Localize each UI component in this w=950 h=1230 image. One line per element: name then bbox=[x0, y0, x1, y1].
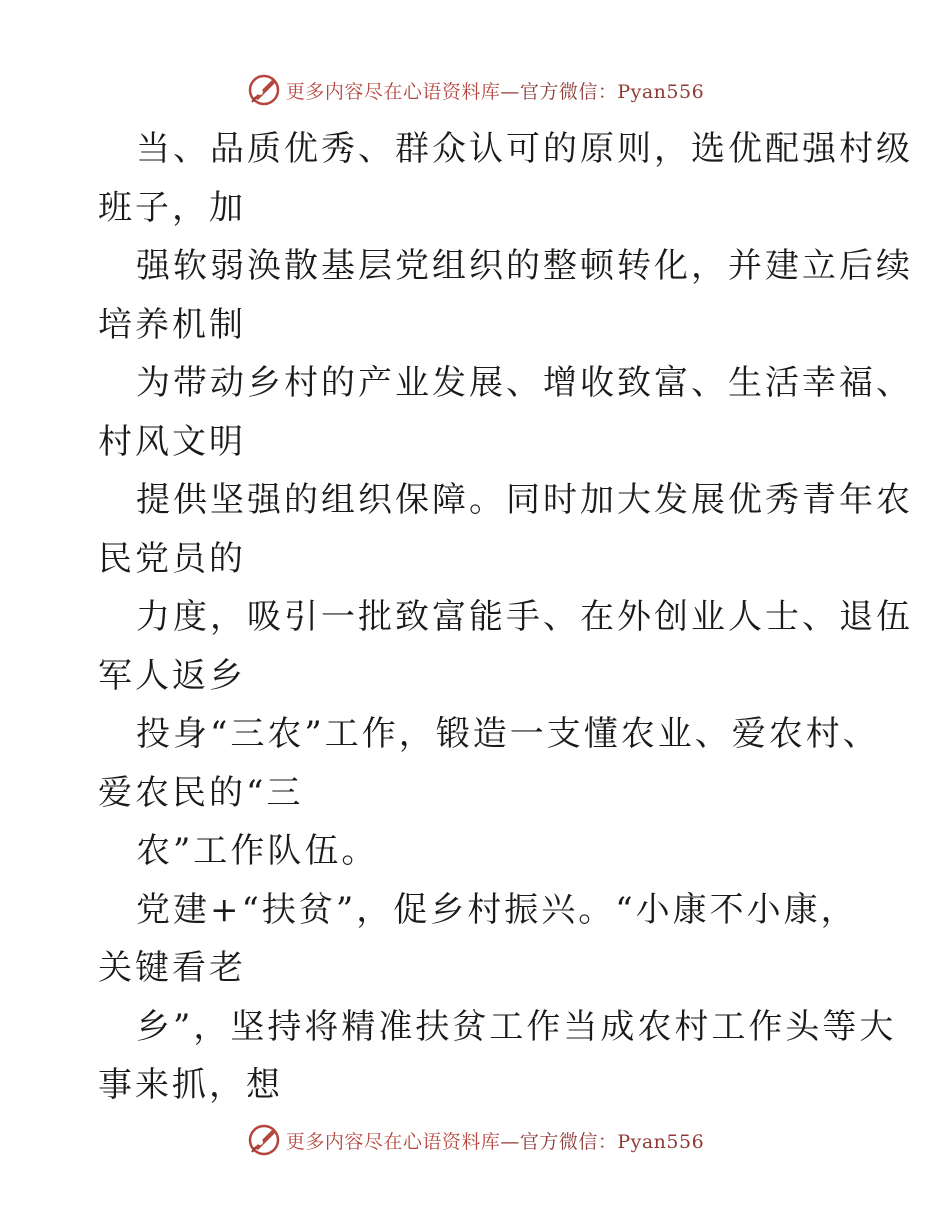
header-watermark bbox=[0, 70, 950, 110]
document-body bbox=[98, 120, 913, 1115]
text-line: 培养机制 bbox=[98, 304, 246, 345]
quill-pen-logo-icon bbox=[246, 1122, 282, 1158]
text-line: 事来抓，想 bbox=[98, 1065, 283, 1105]
watermark-main-text: 更多内容尽在心语资料库 bbox=[285, 80, 501, 103]
quill-pen-logo-icon bbox=[246, 72, 282, 108]
text-line: 党建+“扶贫”，促乡村振兴。“小康不小康， bbox=[136, 889, 858, 930]
text-line: 班子，加 bbox=[98, 187, 246, 228]
text-line: 军人返乡 bbox=[98, 655, 246, 696]
text-line: 乡”，坚持将精准扶贫工作当成农村工作头等大 bbox=[136, 1006, 897, 1047]
watermark-main-text: 更多内容尽在心语资料库 bbox=[285, 1130, 501, 1153]
text-line: 村风文明 bbox=[98, 421, 246, 462]
text-line: 当、品质优秀、群众认可的原则，选优配强村级 bbox=[136, 129, 913, 169]
text-line: 力度，吸引一批致富能手、在外创业人士、退伍 bbox=[136, 597, 913, 637]
footer-watermark bbox=[0, 1120, 950, 1160]
text-line: 爱农民的“三 bbox=[98, 772, 304, 813]
text-line: 提供坚强的组织保障。同时加大发展优秀青年农 bbox=[136, 480, 913, 520]
text-line: 农”工作队伍。 bbox=[136, 831, 379, 871]
text-line: 投身“三农”工作，锻造一支懂农业、爱农村、 bbox=[136, 714, 880, 754]
text-line: 强软弱涣散基层党组织的整顿转化，并建立后续 bbox=[136, 246, 913, 286]
text-line: 为带动乡村的产业发展、增收致富、生活幸福、 bbox=[136, 363, 913, 403]
text-line: 关键看老 bbox=[98, 948, 246, 988]
watermark-sub-text: —官方微信：Pyan556 bbox=[500, 1130, 705, 1153]
text-line: 民党员的 bbox=[98, 538, 246, 579]
watermark-sub-text: —官方微信：Pyan556 bbox=[500, 80, 705, 103]
